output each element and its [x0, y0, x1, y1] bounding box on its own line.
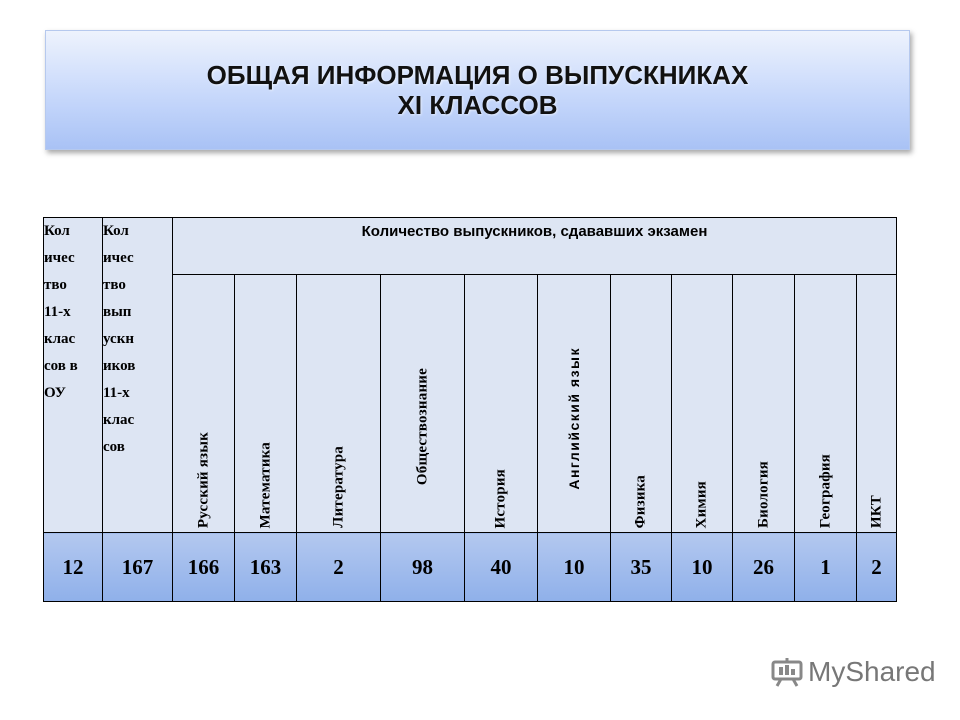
- header-exam-takers: Количество выпускников, сдававших экзамен: [173, 218, 897, 275]
- subject-label: Физика: [632, 474, 649, 528]
- subject-label: Английский язык: [566, 347, 582, 490]
- cell-geography: 1: [795, 533, 857, 602]
- cell-russian: 166: [173, 533, 235, 602]
- subject-label: История: [492, 468, 509, 528]
- subject-label: Русский язык: [195, 431, 211, 528]
- subject-label: География: [817, 453, 833, 528]
- subject-label: Биология: [755, 461, 771, 528]
- cell-graduates-count: 167: [103, 533, 173, 602]
- cell-biology: 26: [733, 533, 795, 602]
- header-line: тво: [103, 277, 126, 293]
- title-line-2: XI КЛАССОВ: [397, 90, 558, 120]
- header-graduates-count: [103, 218, 173, 533]
- header-line: 11-х: [44, 304, 71, 320]
- subject-biology: [733, 275, 795, 533]
- header-line: ичес: [44, 250, 75, 266]
- subject-ict: [857, 275, 897, 533]
- header-line: сов: [103, 439, 125, 455]
- subject-label: Математика: [257, 441, 273, 528]
- watermark: [770, 656, 936, 688]
- title-banner: [45, 30, 910, 150]
- header-line: сов в: [44, 358, 78, 374]
- cell-history: 40: [465, 533, 538, 602]
- cell-english: 10: [538, 533, 611, 602]
- subject-label: Литература: [330, 446, 346, 528]
- table-row: [44, 533, 897, 602]
- cell-chemistry: 10: [672, 533, 733, 602]
- subject-geography: [795, 275, 857, 533]
- cell-physics: 35: [611, 533, 672, 602]
- header-line: ОУ: [44, 385, 66, 401]
- watermark-text: MyShared: [808, 656, 936, 687]
- header-classes-count: [44, 218, 103, 533]
- subject-chemistry: [672, 275, 733, 533]
- header-line: Кол: [44, 223, 70, 239]
- subject-label: Обществознание: [414, 368, 430, 486]
- presentation-board-icon: [770, 657, 804, 687]
- subject-label: Химия: [693, 480, 710, 528]
- cell-classes-count: 12: [44, 533, 103, 602]
- cell-ict: 2: [857, 533, 897, 602]
- subject-literature: [297, 275, 381, 533]
- graduates-table: [43, 217, 897, 602]
- header-line: клас: [44, 331, 76, 347]
- header-line: 11-х: [103, 385, 130, 401]
- title-line-1: ОБЩАЯ ИНФОРМАЦИЯ О ВЫПУСКНИКАХ: [206, 60, 749, 90]
- header-line: ичес: [103, 250, 134, 266]
- cell-math: 163: [235, 533, 297, 602]
- subject-physics: [611, 275, 672, 533]
- subject-history: [465, 275, 538, 533]
- header-line: иков: [103, 358, 136, 374]
- cell-literature: 2: [297, 533, 381, 602]
- header-line: тво: [44, 277, 67, 293]
- subject-label: ИКТ: [868, 494, 885, 528]
- subject-social-studies: [381, 275, 465, 533]
- header-line: Кол: [103, 223, 129, 239]
- cell-social-studies: 98: [381, 533, 465, 602]
- subject-english: [538, 275, 611, 533]
- header-line: клас: [103, 412, 135, 428]
- subject-math: [235, 275, 297, 533]
- header-line: вып: [103, 304, 132, 320]
- subject-russian: [173, 275, 235, 533]
- header-line: ускн: [103, 331, 134, 347]
